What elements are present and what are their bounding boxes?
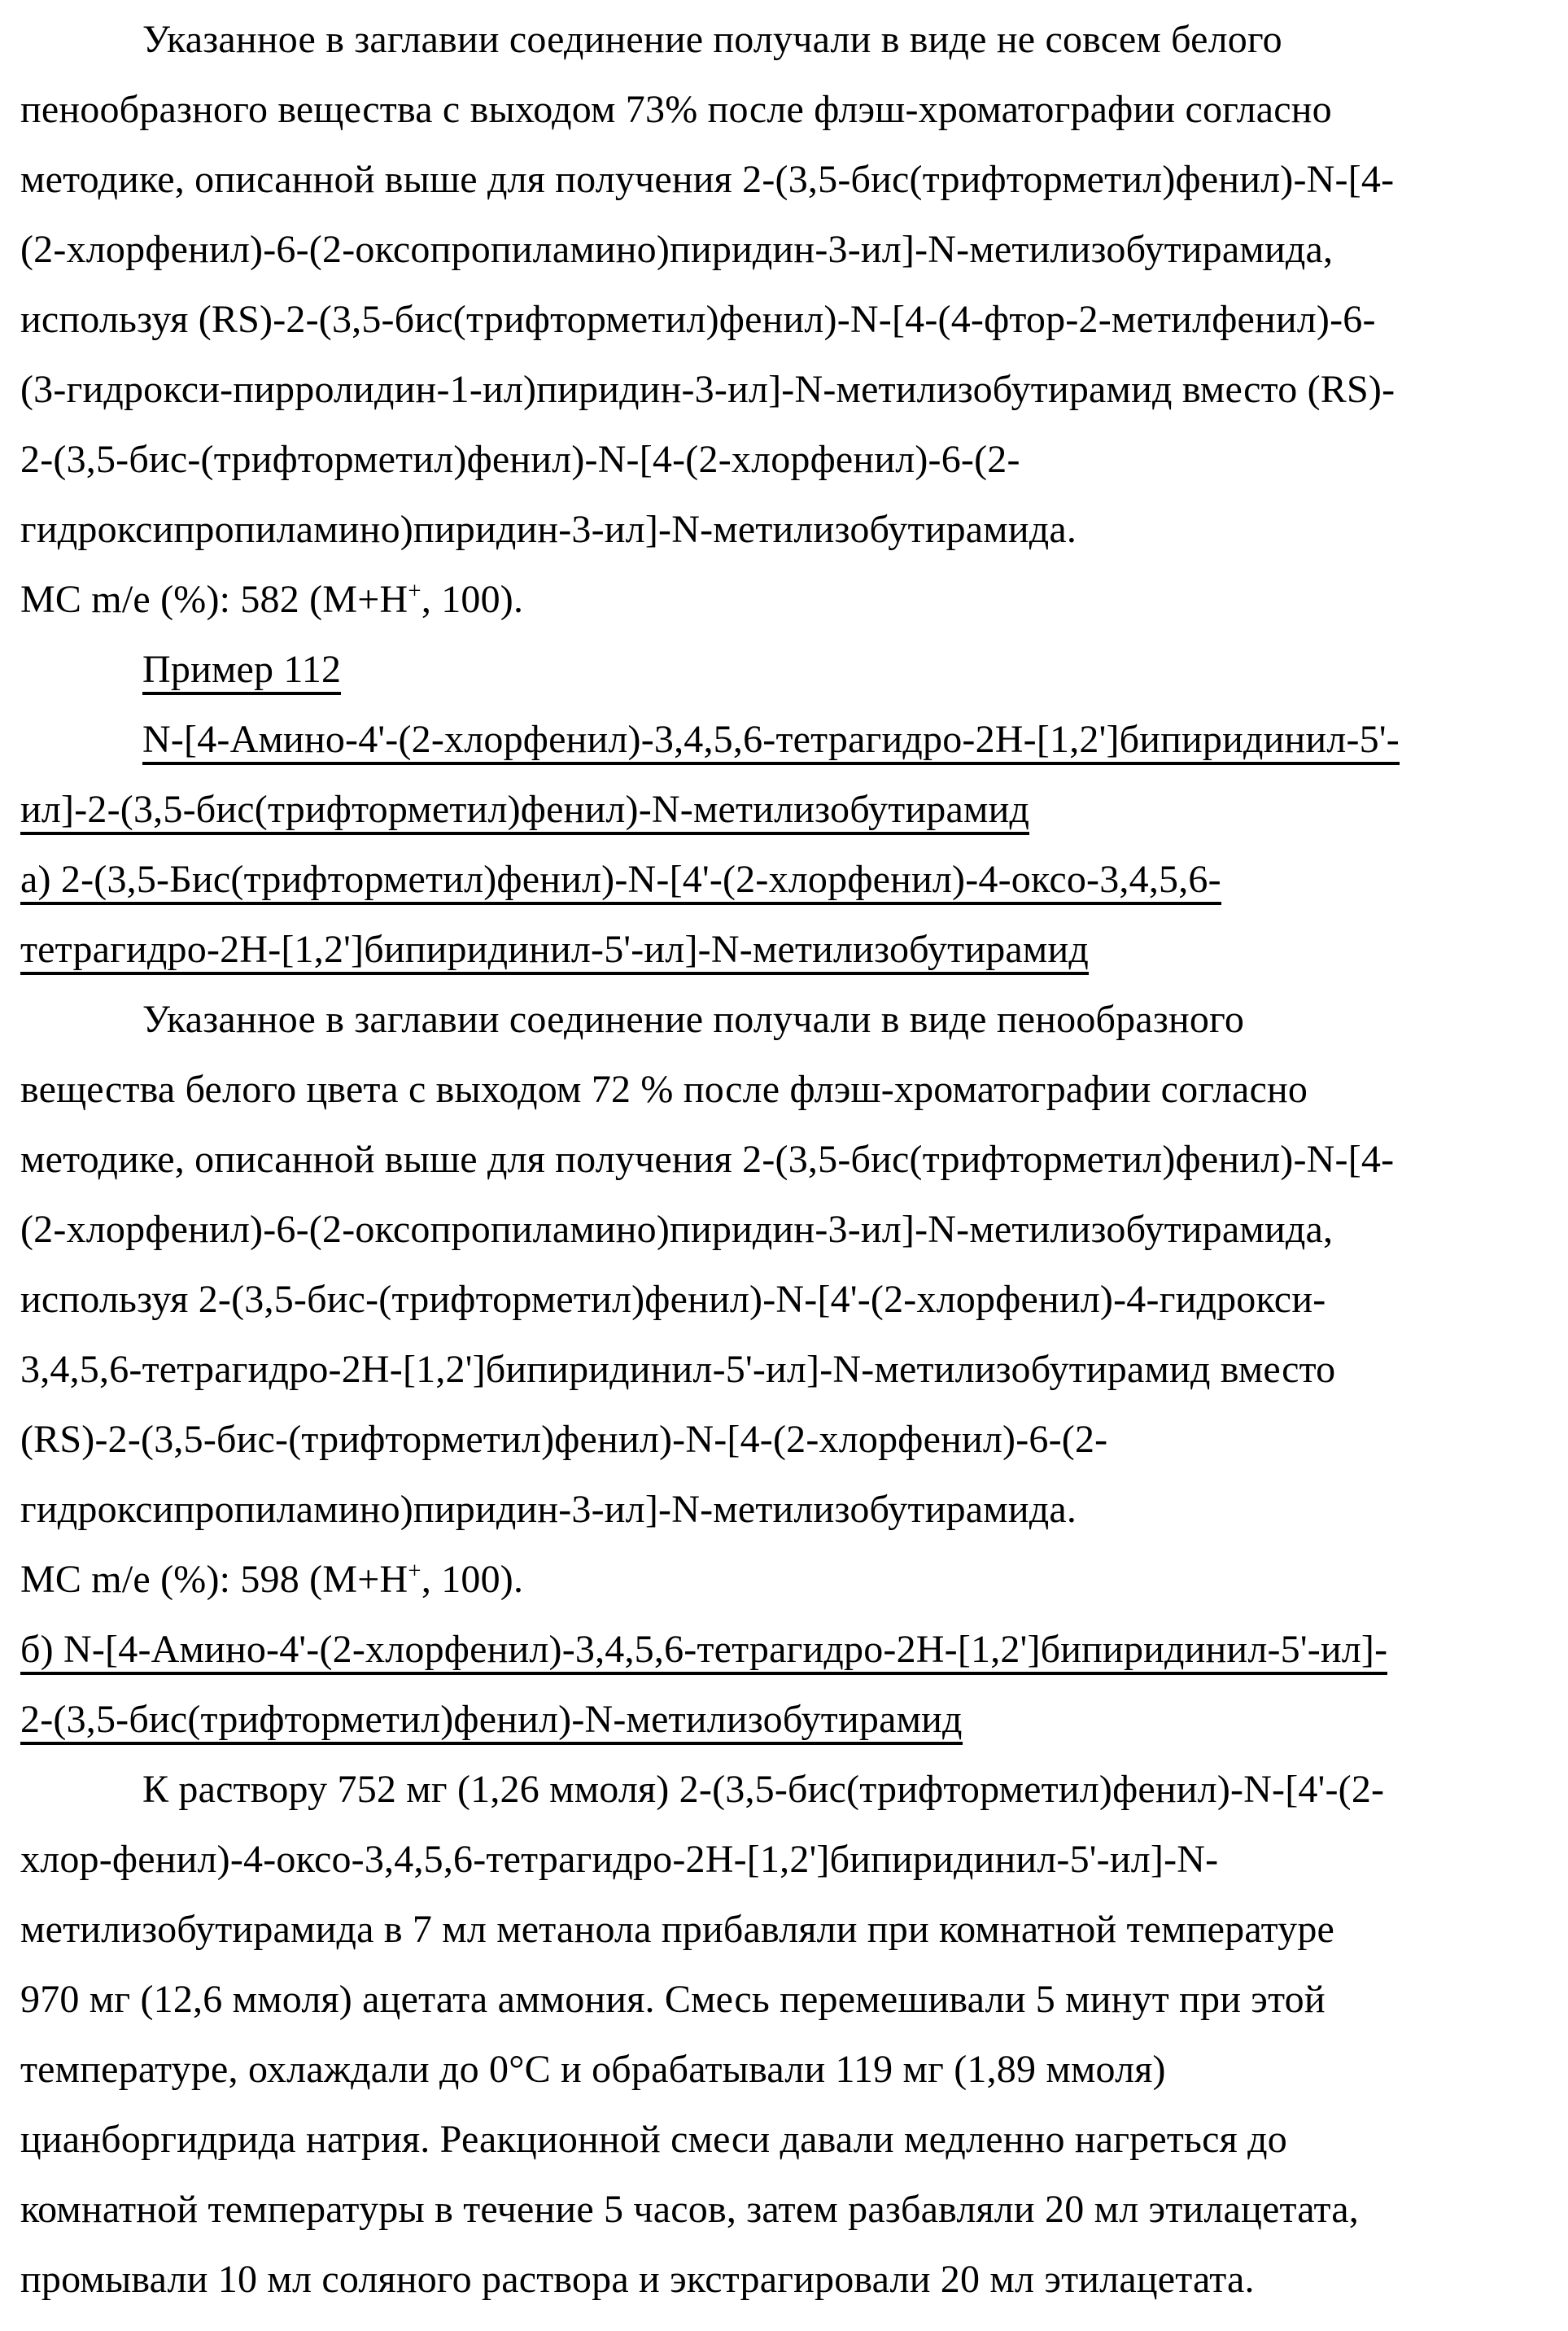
text-line: используя (RS)-2-(3,5-бис(трифторметил)фенил)-N-[4-(4-фтор-2-метилфенил)-6-: [20, 298, 1376, 341]
text-line: температуре, охлаждали до 0°С и обрабатывали 119 мг (1,89 ммоля): [20, 2048, 1166, 2091]
text-line: метилизобутирамида в 7 мл метанола прибавляли при комнатной температуре: [20, 1908, 1335, 1951]
text-line: а) 2-(3,5-Бис(трифторметил)фенил)-N-[4'-(2-хлорфенил)-4-оксо-3,4,5,6-: [20, 845, 1544, 915]
text-line: К раствору 752 мг (1,26 ммоля) 2-(3,5-бис(трифторметил)фенил)-N-[4'-(2-: [142, 1768, 1385, 1811]
text-line: Указанное в заглавии соединение получали в виде не совсем белого: [142, 18, 1282, 61]
text-line: (2-хлорфенил)-6-(2-оксопропиламино)пиридин-3-ил]-N-метилизобутирамида,: [20, 1208, 1334, 1251]
text-line: ил]-2-(3,5-бис(трифторметил)фенил)-N-метилизобутирамид: [20, 775, 1544, 845]
text-line: цианборгидрида натрия. Реакционной смеси давали медленно нагреться до: [20, 2118, 1287, 2161]
text-line: МС m/e (%): 598 (M+H+, 100).: [20, 1558, 524, 1601]
text-line: гидроксипропиламино)пиридин-3-ил]-N-метилизобутирамида.: [20, 1488, 1077, 1531]
text-line: используя 2-(3,5-бис-(трифторметил)фенил)-N-[4'-(2-хлорфенил)-4-гидрокси-: [20, 1278, 1326, 1321]
text-line: вещества белого цвета с выходом 72 % после флэш-хроматографии согласно: [20, 1068, 1308, 1111]
text-line: гидроксипропиламино)пиридин-3-ил]-N-метилизобутирамида.: [20, 508, 1077, 551]
text-line: промывали 10 мл соляного раствора и экстрагировали 20 мл этилацетата.: [20, 2258, 1255, 2301]
page-text: [20, 5, 1544, 2315]
text-line: б) N-[4-Амино-4'-(2-хлорфенил)-3,4,5,6-тетрагидро-2H-[1,2']бипиридинил-5'-ил]-: [20, 1615, 1544, 1685]
text-line: N-[4-Амино-4'-(2-хлорфенил)-3,4,5,6-тетрагидро-2H-[1,2']бипиридинил-5'-: [20, 705, 1544, 775]
text-line: тетрагидро-2H-[1,2']бипиридинил-5'-ил]-N-метилизобутирамид: [20, 915, 1544, 985]
text-line: методике, описанной выше для получения 2-(3,5-бис(трифторметил)фенил)-N-[4-: [20, 1138, 1395, 1181]
text-line: комнатной температуры в течение 5 часов, затем разбавляли 20 мл этилацетата,: [20, 2188, 1359, 2231]
text-line: пенообразного вещества с выходом 73% после флэш-хроматографии согласно: [20, 88, 1332, 131]
text-line: МС m/e (%): 582 (M+H+, 100).: [20, 578, 524, 621]
text-line: (RS)-2-(3,5-бис-(трифторметил)фенил)-N-[4-(2-хлорфенил)-6-(2-: [20, 1418, 1108, 1461]
text-line: хлор-фенил)-4-оксо-3,4,5,6-тетрагидро-2H-[1,2']бипиридинил-5'-ил]-N-: [20, 1838, 1219, 1881]
text-line: 970 мг (12,6 ммоля) ацетата аммония. Смесь перемешивали 5 минут при этой: [20, 1978, 1326, 2021]
superscript: +: [408, 1558, 421, 1584]
text-line: Указанное в заглавии соединение получали в виде пенообразного: [142, 998, 1245, 1041]
text-line: методике, описанной выше для получения 2-(3,5-бис(трифторметил)фенил)-N-[4-: [20, 158, 1395, 201]
text-line: Пример 112: [20, 635, 1544, 705]
text-line: 3,4,5,6-тетрагидро-2H-[1,2']бипиридинил-5'-ил]-N-метилизобутирамид вместо: [20, 1348, 1336, 1391]
text-line: (2-хлорфенил)-6-(2-оксопропиламино)пиридин-3-ил]-N-метилизобутирамида,: [20, 228, 1334, 271]
text-line: 2-(3,5-бис(трифторметил)фенил)-N-метилизобутирамид: [20, 1685, 1544, 1755]
text-line: (3-гидрокси-пирролидин-1-ил)пиридин-3-ил]-N-метилизобутирамид вместо (RS)-: [20, 368, 1395, 411]
text-line: 2-(3,5-бис-(трифторметил)фенил)-N-[4-(2-хлорфенил)-6-(2-: [20, 438, 1020, 481]
superscript: +: [408, 578, 421, 604]
